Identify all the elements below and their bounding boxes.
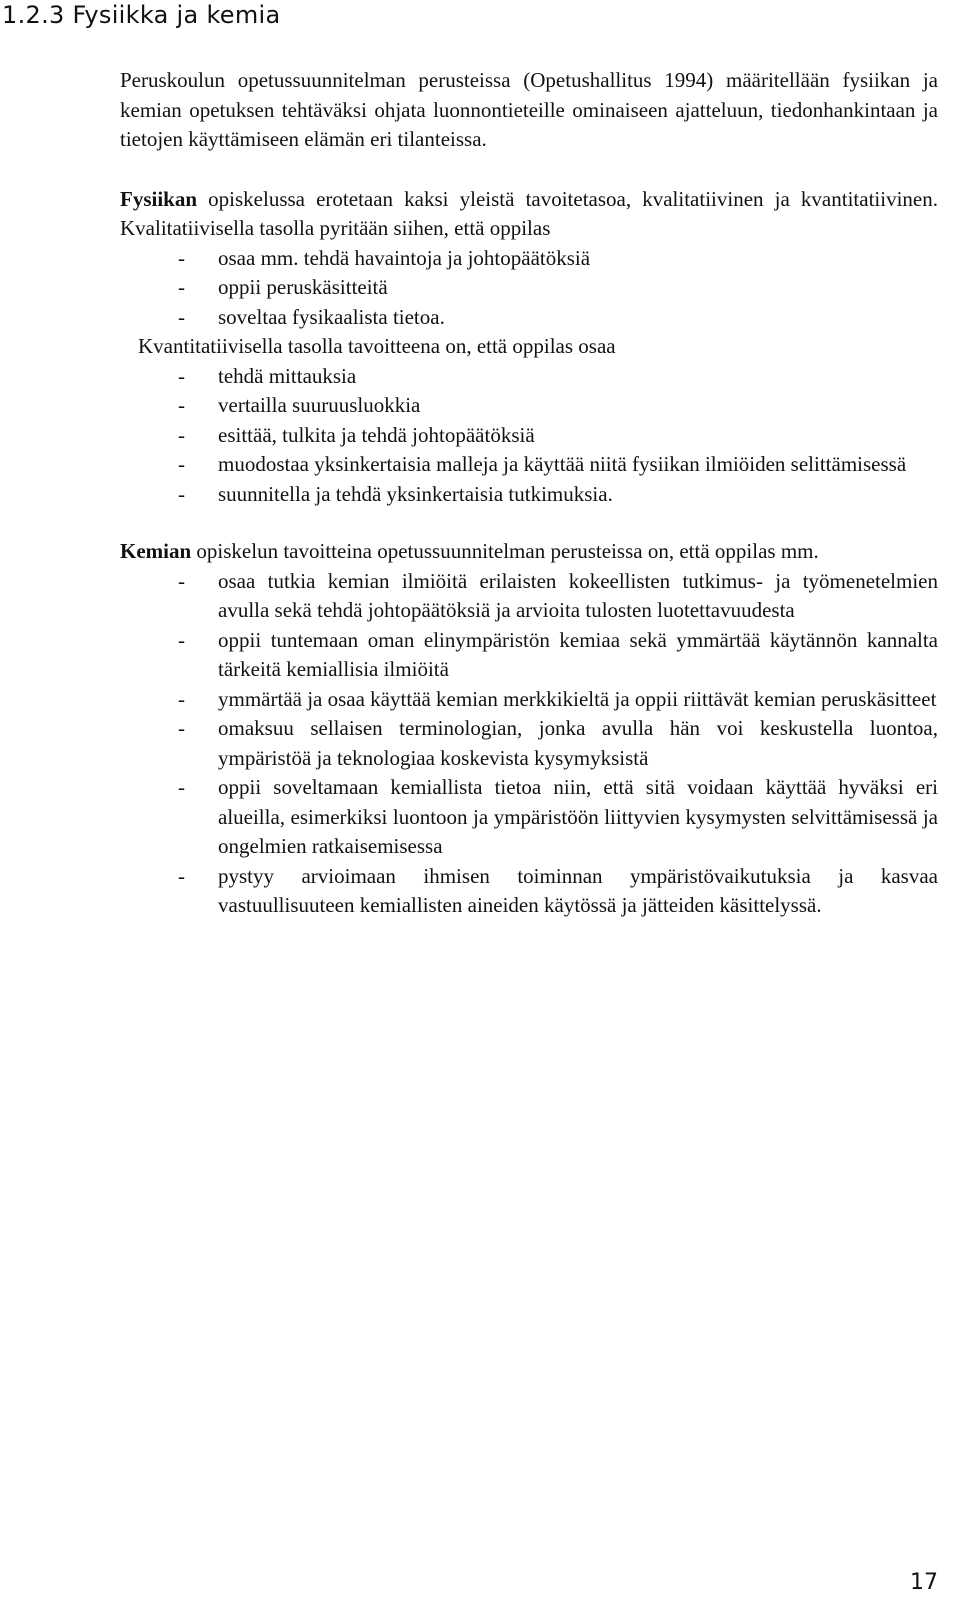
list-dash: -	[178, 775, 185, 799]
list-item: - soveltaa fysikaalista tietoa.	[120, 303, 938, 333]
list-item: - pystyy arvioimaan ihmisen toiminnan ympäristövaikutuksia ja kasvaa vastuullisuuteen kemiallisten aineiden käytössä ja jätteiden käsittelyssä.	[178, 863, 938, 917]
chemistry-paragraph	[120, 537, 938, 567]
chemistry-lead-text: opiskelun tavoitteina opetussuunnitelman perusteissa on, että oppilas mm.	[191, 539, 819, 563]
page-number: 17	[910, 1570, 938, 1595]
list-dash: -	[178, 304, 185, 329]
list-item: - ymmärtää ja osaa käyttää kemian merkkikieltä ja oppii riittävät kemian peruskäsitteet	[120, 685, 938, 715]
list-item: - esittää, tulkita ja tehdä johtopäätöksiä	[120, 421, 938, 451]
list-item: - oppii tuntemaan oman elinympäristön kemiaa sekä ymmärtää käytännön kannalta tärkeitä kemiallisia ilmiöitä	[178, 627, 938, 681]
physics-lead-text: opiskelussa erotetaan kaksi yleistä tavoitetasoa, kvalitatiivinen ja kvantitatiivinen. Kvalitatiivisella tasolla pyritään siihen, että oppilas	[120, 186, 938, 240]
list-dash: -	[178, 452, 185, 476]
physics-quantitative-list	[120, 362, 938, 510]
list-item: - omaksuu sellaisen terminologian, jonka avulla hän voi keskustella luontoa, ympäristöä ja teknologiaa koskevista kysymyksistä	[178, 716, 938, 770]
list-item: - tehdä mittauksia	[120, 362, 938, 392]
list-item: - oppii soveltamaan kemiallista tietoa niin, että sitä voidaan käyttää hyväksi eri alueilla, esimerkiksi luontoon ja ympäristöön liittyvien kysymysten selvittämisessä ja ongelmien ratkaisemisessa	[178, 775, 938, 858]
list-item: - muodostaa yksinkertaisia malleja ja käyttää niitä fysiikan ilmiöiden selittämisessä	[120, 450, 938, 480]
list-dash: -	[178, 481, 185, 506]
list-item: - suunnitella ja tehdä yksinkertaisia tutkimuksia.	[120, 480, 938, 510]
list-dash: -	[178, 245, 185, 270]
quantitative-intro: Kvantitatiivisella tasolla tavoitteena on, että oppilas osaa	[138, 334, 616, 358]
list-dash: -	[178, 716, 185, 740]
list-item: - oppii peruskäsitteitä	[120, 273, 938, 303]
list-item: - vertailla suuruusluokkia	[120, 391, 938, 421]
list-dash: -	[178, 422, 185, 447]
list-item: - osaa tutkia kemian ilmiöitä erilaisten kokeellisten tutkimus- ja työmenetelmien avulla sekä tehdä johtopäätöksiä ja arvioita tulosten luotettavuudesta	[178, 568, 938, 622]
list-dash: -	[178, 363, 185, 388]
list-dash: -	[178, 863, 185, 888]
list-dash: -	[178, 275, 185, 299]
document-body	[120, 66, 938, 921]
list-dash: -	[178, 627, 185, 652]
list-dash: -	[178, 393, 185, 417]
chemistry-lead-bold: Kemian	[120, 539, 192, 563]
physics-qualitative-list	[120, 244, 938, 333]
list-dash: -	[178, 686, 185, 711]
spacer	[120, 155, 938, 185]
physics-paragraph	[120, 185, 938, 244]
physics-lead-bold: Fysiikan	[120, 186, 198, 211]
list-dash: -	[178, 568, 185, 593]
chemistry-list	[120, 567, 938, 921]
list-item: - osaa mm. tehdä havaintoja ja johtopäätöksiä	[120, 244, 938, 274]
section-heading: 1.2.3 Fysiikka ja kemia	[2, 1, 281, 29]
spacer	[120, 509, 938, 537]
intro-paragraph: Peruskoulun opetussuunnitelman perusteissa (Opetushallitus 1994) määritellään fysiikan ja kemian opetuksen tehtäväksi ohjata luonnontieteille ominaiseen ajatteluun, tiedonhankintaan ja tietojen käyttämiseen elämän eri tilanteissa.	[120, 68, 938, 151]
